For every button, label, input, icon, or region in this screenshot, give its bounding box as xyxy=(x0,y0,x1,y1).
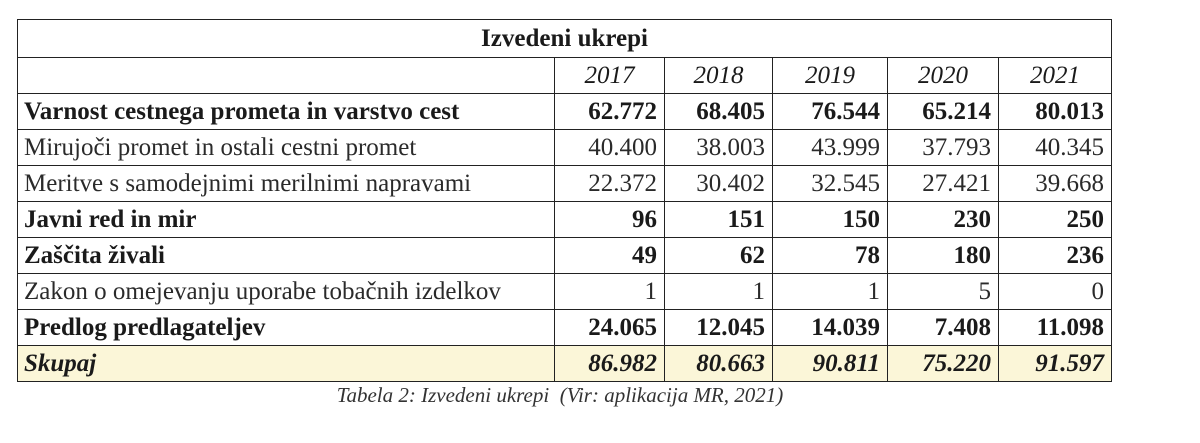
value-cell: 78 xyxy=(773,238,888,274)
row-label: Zaščita živali xyxy=(18,238,555,274)
header-blank-cell xyxy=(18,58,555,94)
value-cell: 0 xyxy=(999,274,1112,310)
year-header-row xyxy=(18,58,1112,94)
year-header: 2018 xyxy=(665,58,773,94)
value-cell: 65.214 xyxy=(888,94,999,130)
value-cell: 1 xyxy=(665,274,773,310)
value-cell: 86.982 xyxy=(555,346,665,382)
row-label: Javni red in mir xyxy=(18,202,555,238)
value-cell: 230 xyxy=(888,202,999,238)
table-caption: Tabela 2: Izvedeni ukrepi (Vir: aplikacija MR, 2021) xyxy=(336,383,784,407)
table-row xyxy=(18,310,1112,346)
title-row xyxy=(18,20,1112,58)
value-cell: 22.372 xyxy=(555,166,665,202)
value-cell: 11.098 xyxy=(999,310,1112,346)
value-cell: 62.772 xyxy=(555,94,665,130)
row-label: Meritve s samodejnimi merilnimi napravami xyxy=(18,166,555,202)
total-row xyxy=(18,346,1112,382)
value-cell: 75.220 xyxy=(888,346,999,382)
row-label: Predlog predlagateljev xyxy=(18,310,555,346)
value-cell: 1 xyxy=(773,274,888,310)
value-cell: 1 xyxy=(555,274,665,310)
value-cell: 39.668 xyxy=(999,166,1112,202)
row-label: Skupaj xyxy=(18,346,555,382)
value-cell: 151 xyxy=(665,202,773,238)
value-cell: 80.013 xyxy=(999,94,1112,130)
value-cell: 90.811 xyxy=(773,346,888,382)
year-header: 2019 xyxy=(773,58,888,94)
value-cell: 40.345 xyxy=(999,130,1112,166)
table-row xyxy=(18,166,1112,202)
table-row xyxy=(18,202,1112,238)
value-cell: 5 xyxy=(888,274,999,310)
value-cell: 40.400 xyxy=(555,130,665,166)
table-title: Izvedeni ukrepi xyxy=(18,20,1112,58)
measures-table xyxy=(17,19,1112,382)
value-cell: 12.045 xyxy=(665,310,773,346)
value-cell: 7.408 xyxy=(888,310,999,346)
value-cell: 24.065 xyxy=(555,310,665,346)
table-row xyxy=(18,130,1112,166)
value-cell: 27.421 xyxy=(888,166,999,202)
value-cell: 37.793 xyxy=(888,130,999,166)
value-cell: 236 xyxy=(999,238,1112,274)
year-header: 2020 xyxy=(888,58,999,94)
year-header: 2021 xyxy=(999,58,1112,94)
value-cell: 49 xyxy=(555,238,665,274)
table-row xyxy=(18,94,1112,130)
value-cell: 91.597 xyxy=(999,346,1112,382)
row-label: Mirujoči promet in ostali cestni promet xyxy=(18,130,555,166)
row-label: Zakon o omejevanju uporabe tobačnih izdelkov xyxy=(18,274,555,310)
value-cell: 150 xyxy=(773,202,888,238)
value-cell: 38.003 xyxy=(665,130,773,166)
value-cell: 80.663 xyxy=(665,346,773,382)
value-cell: 180 xyxy=(888,238,999,274)
value-cell: 43.999 xyxy=(773,130,888,166)
value-cell: 14.039 xyxy=(773,310,888,346)
table-row xyxy=(18,274,1112,310)
value-cell: 68.405 xyxy=(665,94,773,130)
value-cell: 96 xyxy=(555,202,665,238)
year-header: 2017 xyxy=(555,58,665,94)
value-cell: 30.402 xyxy=(665,166,773,202)
value-cell: 76.544 xyxy=(773,94,888,130)
value-cell: 62 xyxy=(665,238,773,274)
value-cell: 250 xyxy=(999,202,1112,238)
value-cell: 32.545 xyxy=(773,166,888,202)
table-row xyxy=(18,238,1112,274)
row-label: Varnost cestnega prometa in varstvo cest xyxy=(18,94,555,130)
